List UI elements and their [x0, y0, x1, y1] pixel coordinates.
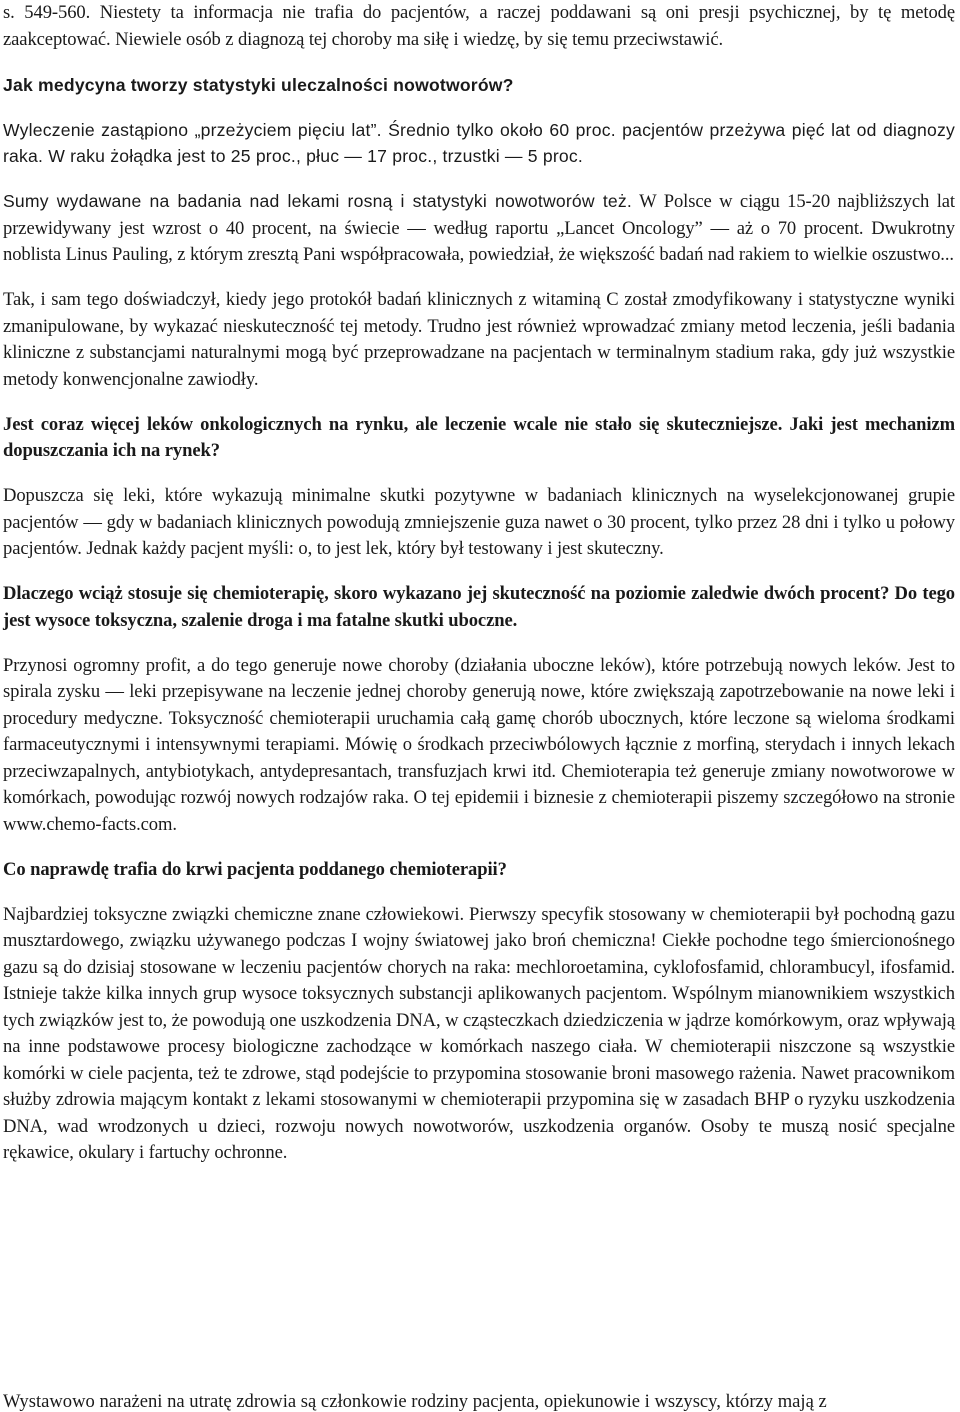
cut-off-line — [3, 1383, 955, 1412]
paragraph-approval: Dopuszcza się leki, które wykazują minimalne skutki pozytywne w badaniach klinicznych na wyselekcjonowanej grupie pacjentów — gdy w badaniach klinicznych powodują zmniejszenie guza nawet o 30 procent, tylko przez 28 dni i tylko u połowy pacjentów. Jednak każdy pacjent myśli: o, to jest lek, który był testowany i jest skuteczny. — [3, 485, 955, 559]
heading-blood: Co naprawdę trafia do krwi pacjenta poddanego chemioterapii? — [3, 858, 507, 880]
paragraph-vitamin-c: Tak, i sam tego doświadczył, kiedy jego protokół badań klinicznych z witaminą C został zmodyfikowany i statystyczne wyniki zmanipulowane, by wykazać nieskuteczność tej metody. Trudno jest również wprowadzać zmiany metod leczenia, jeśli badania kliniczne z substancjami naturalnymi mogą być przeprowadzane na pacjentach w terminalnym stadium raka, gdy już wszystkie metody konwencjonalne zawiodły. — [3, 289, 955, 390]
heading-chemotherapy-q: Dlaczego wciąż stosuje się chemioterapię, skoro wykazano jej skuteczność na poziomie zaledwie dwóch procent? — [3, 583, 890, 604]
paragraph-survival: Wyleczenie zastąpiono „przeżyciem pięciu lat”. Średnio tylko około 60 proc. pacjentów przeżywa pięć lat od diagnozy raka. W raku żołądka jest to 25 proc., płuc — 17 proc., trzustki — 5 proc. — [3, 119, 955, 166]
paragraph-profit: Przynosi ogromny profit, a do tego generuje nowe choroby (działania uboczne leków), które potrzebują nowych leków. Jest to spirala zysku — leki przepisywane na leczenie jednej choroby generują nowe, które zwiększają zapotrzebowanie na nowe leki i procedury medyczne. Toksyczność chemioterapii uruchamia całą gamę chorób ubocznych, które leczone są wieloma środkami farmaceutycznymi i intensywnymi terapiami. Mówię o środkach przeciwbólowych łącznie z morfiną, sterydach i innych lekach przeciwzapalnych, antybiotykach, antydepresantach, transfuzjach krwi itd. Chemioterapia też generuje zmiany nowotworowe w komórkach, powodując rozwój nowych rodzajów raka. O tej epidemii i biznesie z chemioterapii piszemy szczegółowo na stronie www.chemo-facts.com. — [3, 654, 955, 835]
paragraph-intro: s. 549-560. Niestety ta informacja nie trafia do pacjentów, a raczej poddawani są oni presji psychicznej, by tę metodę zaakceptować. Niewiele osób z diagnozą tej choroby ma siłę i wiedzę, by się temu przeciwstawić. — [3, 2, 955, 50]
paragraph-funding — [3, 188, 955, 269]
heading-statistics: Jak medycyna tworzy statystyki uleczalności nowotworów? — [3, 74, 514, 95]
paragraph-funding-lead: Sumy wydawane na badania nad lekami rosną i statystyki nowotworów też. — [3, 191, 632, 211]
paragraph-toxic: Najbardziej toksyczne związki chemiczne znane człowiekowi. Pierwszy specyfik stosowany w chemioterapii był pochodną gazu musztardowego, związku używanego podczas I wojny światowej jako broń chemiczna! Ciekłe pochodne tego śmiercionośnego gazu są do dzisiaj stosowane w leczeniu pacjentów chorych na raka: mechloroetamina, cyklofosfamid, chlorambucyl, ifosfamid. Istnieje także kilka innych grup wysoce toksycznych substancji aplikowanych pacjentom. Wspólnym mianownikiem wszystkich tych związków jest to, że powodują one uszkodzenia DNA, w cząsteczkach dziedziczenia w jądrze komórkowym, oraz wpływają na inne podstawowe procesy biologiczne zachodzące w komórkach naszego ciała. W chemioterapii niszczone są wszystkie komórki w ciele pacjenta, też te zdrowe, stąd podejście to przypomina stosowanie broni masowego rażenia. Nawet pracownikom służby zdrowia mającym kontakt z lekami stosowanymi w chemioterapii przypomina się w zasadach BHP o ryzyku uszkodzenia DNA, wad wrodzonych u dzieci, rozwoju nowych nowotworów, uszkodzenia organów. Osoby te muszą nosić specjalne rękawice, okulary i fartuchy ochronne. — [3, 903, 956, 1163]
heading-approval: Jest coraz więcej leków onkologicznych na rynku, ale leczenie wcale nie stało się skuteczniejsze. Jaki jest mechanizm dopuszczania ich na rynek? — [3, 413, 955, 461]
document-page — [3, 0, 955, 1185]
heading-chemotherapy — [3, 581, 955, 634]
heading-chemotherapy-rest: Do tego jest wysoce toksyczna, szalenie droga i ma fatalne skutki uboczne. — [3, 583, 955, 631]
cut-off-text: Wystawowo narażeni na utratę zdrowia są członkowie rodziny pacjenta, opiekunowie i wszyscy, którzy mają z — [3, 1391, 827, 1412]
paragraph-funding-rest: W Polsce w ciągu 15-20 najbliższych lat przewidywany jest wzrost o 40 procent, na świecie — według raportu „Lancet Oncology” — aż o 70 procent. Dwukrotny noblista Linus Pauling, z którym zresztą Pani współpracowała, powiedział, że większość badań nad rakiem to wielkie oszustwo... — [3, 191, 955, 265]
